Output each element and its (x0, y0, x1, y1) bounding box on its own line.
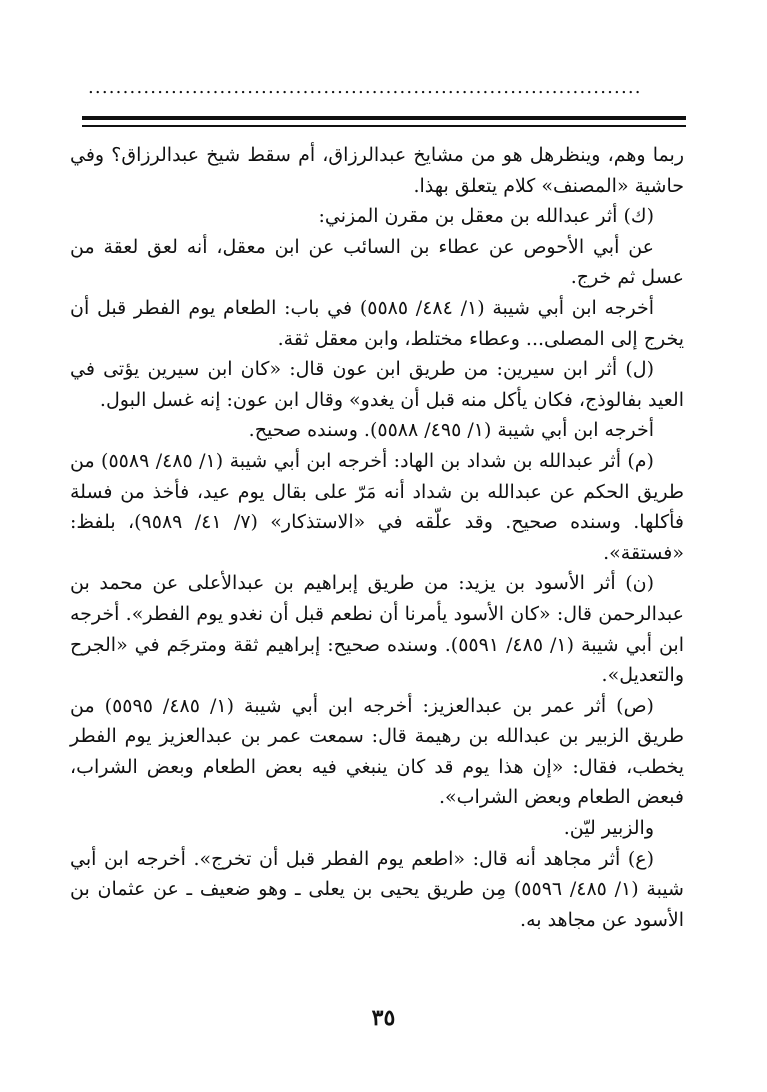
paragraph-heading-mim: (م) أثر عبدالله بن شداد بن الهاد: أخرجه ابن أبي شيبة (١/ ٤٨٥/ ٥٥٨٩) من طريق الحكم عن عبدالله بن شداد أنه مَرّ على بقال يوم عيد، فأخذ من فسلة فأكلها. وسنده صحيح. وقد علّقه في «الاستذكار» (٧/ ٤١/ ٩٥٨٩)، بلفظ: «فستقة». (70, 449, 684, 564)
paragraph-heading-sad: (ص) أثر عمر بن عبدالعزيز: أخرجه ابن أبي شيبة (١/ ٤٨٥/ ٥٥٩٥) من طريق الزبير بن عبدالله بن رهيمة قال: سمعت عمر بن عبدالعزيز يوم الفطر يخطب، فقال: «إن هذا يوم قد كان ينبغي فيه بعض الطعام وبعض الشراب، فبعض الطعام وبعض الشراب». (70, 694, 684, 809)
paragraph-heading-ain: (ع) أثر مجاهد أنه قال: «اطعم يوم الفطر قبل أن تخرج». أخرجه ابن أبي شيبة (١/ ٤٨٥/ ٥٥٩٦) مِن طريق يحيى بن يعلى ـ وهو ضعيف ـ عن عثمان بن الأسود عن مجاهد به. (70, 847, 684, 931)
paragraph: أخرجه ابن أبي شيبة (١/ ٤٨٤/ ٥٥٨٥) في باب: الطعام يوم الفطر قبل أن يخرج إلى المصلى... وعطاء مختلط، وابن معقل ثقة. (70, 296, 684, 350)
paragraph-heading-nun: (ن) أثر الأسود بن يزيد: من طريق إبراهيم بن عبدالأعلى عن محمد بن عبدالرحمن قال: «كان الأسود يأمرنا أن نطعم قبل أن نغدو يوم الفطر». أخرجه ابن أبي شيبة (١/ ٤٨٥/ ٥٥٩١). وسنده صحيح: إبراهيم ثقة ومترجَم في «الجرح والتعديل». (70, 572, 684, 687)
paragraph: أخرجه ابن أبي شيبة (١/ ٤٩٥/ ٥٥٨٨). وسنده صحيح. (248, 419, 654, 442)
header-thin-rule (82, 125, 686, 127)
paragraph-continuation: ربما وهم، وينظرهل هو من مشايخ عبدالرزاق، أم سقط شيخ عبدالرزاق؟ وفي حاشية «المصنف» كلام يتعلق بهذا. (70, 144, 684, 197)
main-text (70, 140, 684, 935)
paragraph: عن أبي الأحوص عن عطاء بن السائب عن ابن معقل، أنه لعق لعقة من عسل ثم خرج. (70, 235, 684, 289)
header-thick-rule (82, 116, 686, 120)
paragraph-heading-lam: (ل) أثر ابن سيرين: من طريق ابن عون قال: «كان ابن سيرين يؤتى في العيد بفالوذج، فكان يأكل منه قبل أن يغدو» وقال ابن عون: إنه غسل البول. (70, 358, 684, 411)
paragraph-heading-kaf: (ك) أثر عبدالله بن معقل بن مقرن المزني: (318, 205, 654, 228)
header-dotted-line: ................................................................................ (88, 78, 642, 98)
page-number: ٣٥ (371, 1005, 396, 1031)
paragraph: والزبير ليّن. (563, 817, 654, 840)
